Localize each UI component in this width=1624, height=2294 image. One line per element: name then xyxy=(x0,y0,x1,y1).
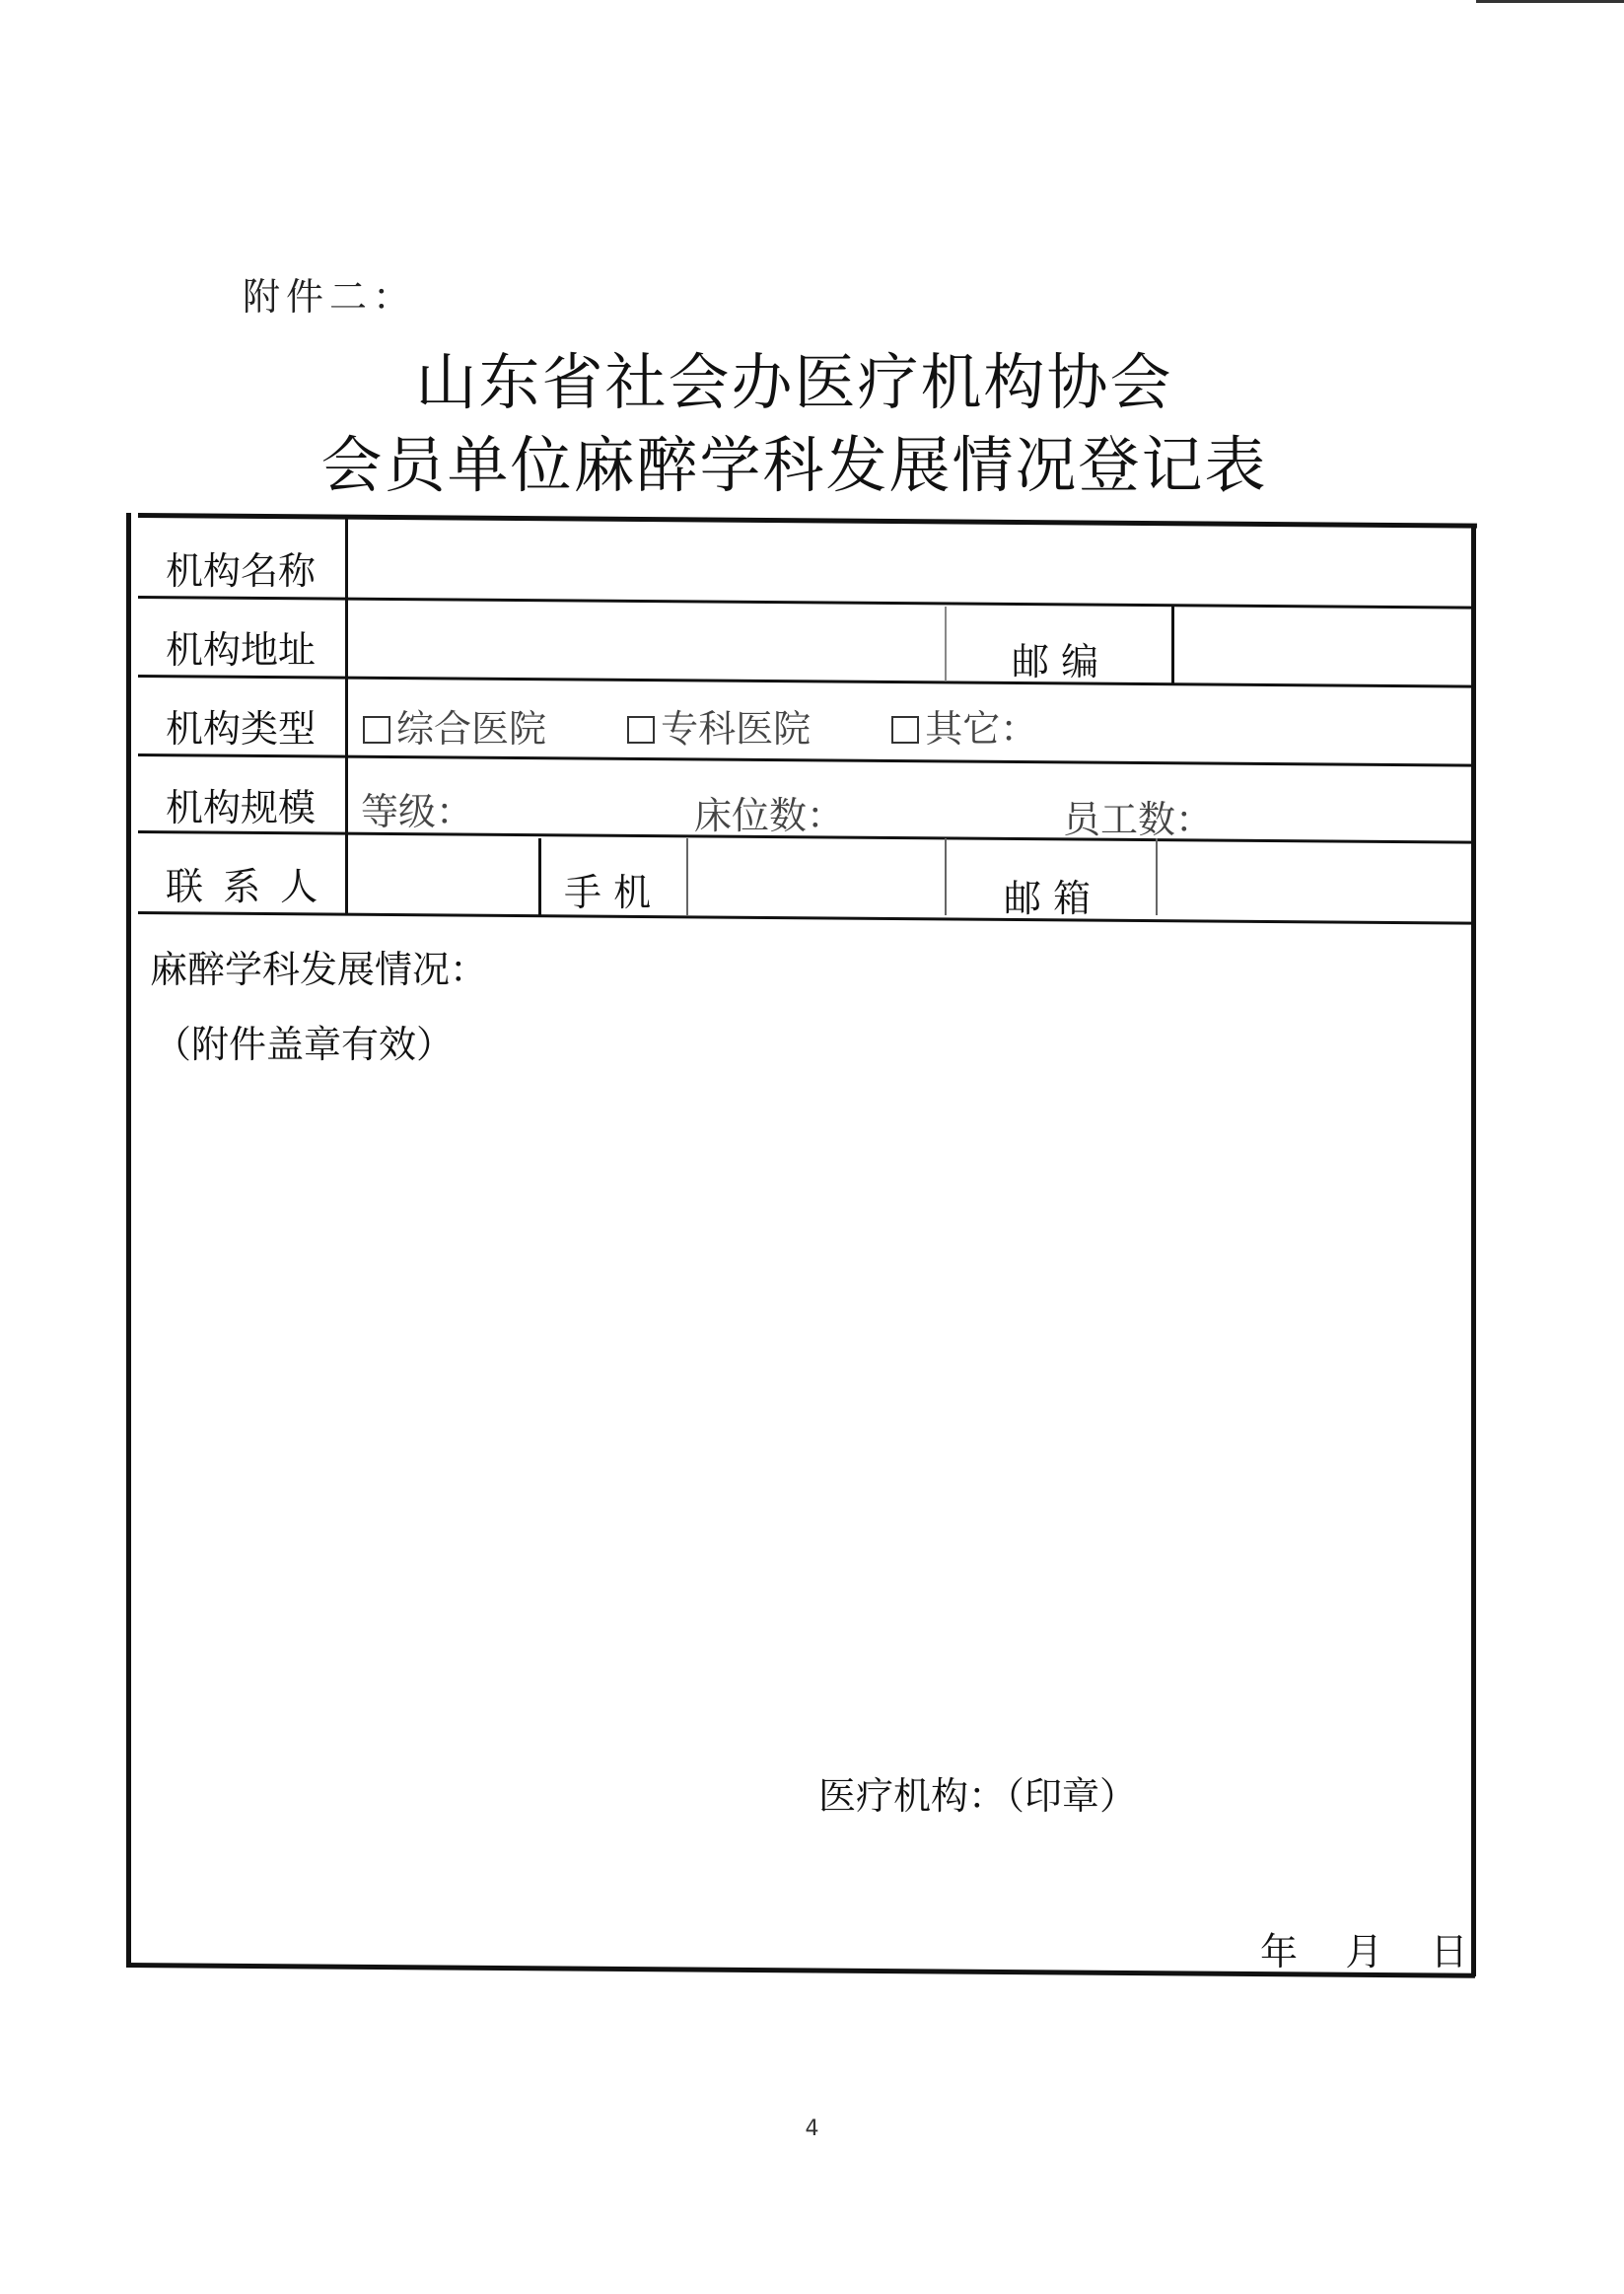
attachment-label: 附件二： xyxy=(243,275,417,319)
scan-edge-mark xyxy=(1476,0,1624,3)
page-title-line-1: 山东省社会办医疗机构协会 xyxy=(415,346,1173,418)
label-postcode: 邮 编 xyxy=(1012,640,1099,683)
seal-line: 医疗机构：（印章） xyxy=(818,1774,1138,1818)
checkbox-icon[interactable] xyxy=(627,716,655,744)
staff-field-label: 员工数： xyxy=(1063,798,1214,841)
option-other-label: 其它： xyxy=(925,707,1038,751)
page-number: 4 xyxy=(805,2116,819,2141)
checkbox-icon[interactable] xyxy=(891,716,919,744)
option-general-hospital[interactable] xyxy=(363,707,546,751)
date-line: 年 月 日 xyxy=(1260,1930,1468,1973)
option-specialty-hospital[interactable] xyxy=(627,707,811,751)
postcode-divider-right xyxy=(1171,607,1174,683)
contact-divider-1 xyxy=(538,838,541,915)
development-heading: 麻醉学科发展情况： xyxy=(150,948,488,991)
label-org-type: 机构类型 xyxy=(166,707,317,751)
postcode-field[interactable] xyxy=(1179,613,1465,673)
development-note: （附件盖章有效） xyxy=(154,1023,455,1066)
contact-divider-3 xyxy=(945,838,947,915)
row-divider-1 xyxy=(138,596,1473,609)
label-email: 邮 箱 xyxy=(1004,877,1092,920)
contact-person-field[interactable] xyxy=(351,838,532,907)
form-border-top xyxy=(138,513,1477,529)
page-title-line-2: 会员单位麻醉学科发展情况登记表 xyxy=(320,429,1268,501)
grade-field-label: 等级： xyxy=(361,790,474,833)
label-phone: 手 机 xyxy=(564,871,652,914)
phone-field[interactable] xyxy=(692,840,939,909)
contact-divider-2 xyxy=(686,838,688,915)
org-address-field[interactable] xyxy=(355,611,937,671)
row-divider-5 xyxy=(138,911,1473,925)
org-type-options xyxy=(363,698,1106,753)
form-border-right xyxy=(1471,527,1476,1976)
label-org-scale: 机构规模 xyxy=(166,786,317,829)
row-divider-2 xyxy=(138,675,1473,688)
label-contact-person: 联 系 人 xyxy=(166,865,322,908)
email-field[interactable] xyxy=(1162,840,1467,909)
development-text-area[interactable] xyxy=(148,1075,1449,1756)
beds-field-label: 床位数： xyxy=(694,794,845,837)
label-column-divider xyxy=(345,517,348,913)
option-specialty-hospital-label: 专科医院 xyxy=(661,707,812,751)
org-name-field[interactable] xyxy=(355,533,1459,592)
row-divider-3 xyxy=(138,753,1473,767)
option-other[interactable] xyxy=(891,707,1037,751)
label-org-name: 机构名称 xyxy=(166,549,317,593)
checkbox-icon[interactable] xyxy=(363,716,390,744)
label-org-address: 机构地址 xyxy=(166,628,317,672)
option-general-hospital-label: 综合医院 xyxy=(396,707,547,751)
form-border-left xyxy=(126,513,131,1967)
postcode-divider-left xyxy=(945,607,947,681)
contact-divider-4 xyxy=(1156,838,1158,915)
